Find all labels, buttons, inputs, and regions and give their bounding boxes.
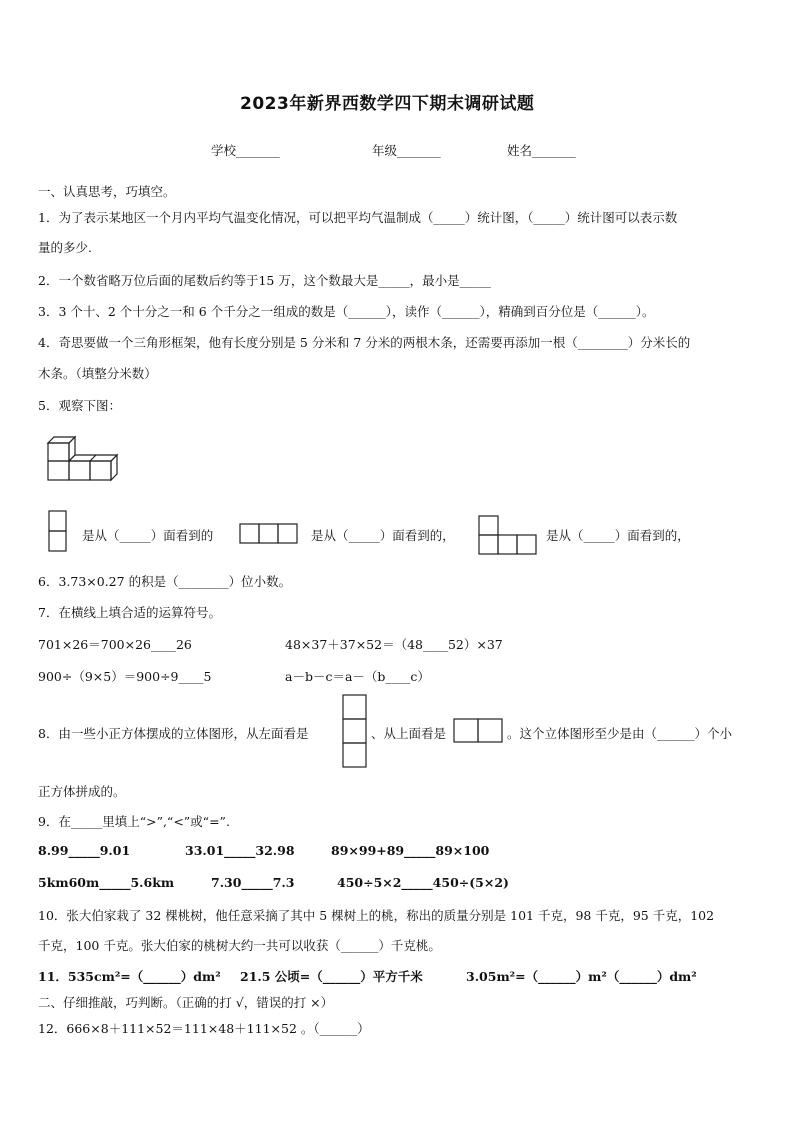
question-8-part1: 8．由一些小正方体摆成的立体图形，从左面看是 — [38, 726, 309, 741]
question-11c: 3.05m²=（______）m²（______）dm² — [466, 969, 697, 984]
q9-row2-item1: 5km60m_____5.6km — [38, 875, 175, 890]
question-5-prompt: 5．观察下图： — [38, 398, 121, 413]
bottom-row-side — [111, 455, 117, 480]
question-11a: 11．535cm²=（______）dm² — [38, 969, 221, 984]
q9-row2-item2: 7.30_____7.3 — [211, 875, 295, 890]
q9-row1-item1: 8.99_____9.01 — [38, 843, 131, 858]
view-2-text: 是从（_____）面看到的， — [311, 528, 455, 543]
section-1-heading: 一、认真思考，巧填空。 — [38, 184, 176, 199]
question-7c: 900÷（9×5）＝900÷9____5 — [38, 669, 212, 684]
question-10-line2: 千克，100 千克。张大伯家的桃树大约一共可以收获（______）千克桃。 — [38, 938, 441, 953]
page-title: 2023年新界西数学四下期末调研试题 — [240, 94, 535, 114]
view-2-figure — [240, 524, 302, 546]
question-6: 6．3.73×0.27 的积是（________）位小数。 — [38, 574, 292, 589]
q8-top-view-figure — [454, 719, 506, 745]
question-10-line1: 10．张大伯家栽了 32 棵桃树，他任意采摘了其中 5 棵树上的桃，称出的质量分别是 101 千克，98 千克，95 千克，102 — [38, 908, 715, 923]
view-3-text: 是从（_____）面看到的， — [546, 528, 690, 543]
view-1-figure — [49, 511, 69, 553]
name-field[interactable]: 姓名_______ — [507, 143, 576, 158]
question-8-part2: 、从上面看是 — [371, 726, 447, 741]
view-1-text: 是从（_____）面看到的 — [82, 528, 214, 543]
question-7-prompt: 7．在横线上填合适的运算符号。 — [38, 605, 221, 620]
q9-row1-item2: 33.01_____32.98 — [185, 843, 295, 858]
cube-bottom-2 — [69, 461, 90, 480]
question-12: 12．666×8＋111×52＝111×48＋111×52 。（______） — [38, 1021, 370, 1036]
question-7b: 48×37＋37×52＝（48____52）×37 — [285, 637, 503, 652]
q9-row2-item3: 450÷5×2_____450÷(5×2) — [337, 875, 509, 890]
question-11b: 21.5 公顷=（______）平方千米 — [240, 969, 423, 984]
cube-figure-3d — [48, 431, 128, 491]
question-3: 3．3 个十、2 个十分之一和 6 个千分之一组成的数是（______），读作（______），精确到百分位是（______）。 — [38, 304, 655, 319]
question-1-line2: 量的多少. — [38, 240, 92, 255]
question-8-part3: 。这个立体图形至少是由（______）个小 — [507, 726, 733, 741]
question-1-line1: 1．为了表示某地区一个月内平均气温变化情况，可以把平均气温制成（_____）统计图，（_____）统计图可以表示数 — [38, 210, 678, 225]
section-2-heading: 二、仔细推敲，巧判断。（正确的打 √，错误的打 ×） — [38, 995, 334, 1010]
q8-left-view-figure — [343, 695, 369, 769]
q9-row1-item3: 89×99+89_____89×100 — [331, 843, 490, 858]
question-2: 2．一个数省略万位后面的尾数后约等于15 万，这个数最大是_____，最小是_____ — [38, 273, 491, 288]
view-3-figure — [479, 516, 541, 558]
grade-field[interactable]: 年级_______ — [372, 143, 441, 158]
question-7a: 701×26＝700×26____26 — [38, 637, 192, 652]
school-field[interactable]: 学校_______ — [211, 143, 280, 158]
question-7d: a－b－c＝a－（b____c） — [285, 669, 430, 684]
cube-bottom-1 — [48, 461, 69, 480]
question-4-line1: 4．奇思要做一个三角形框架，他有长度分别是 5 分米和 7 分米的两根木条，还需要再添加一根（________）分米长的 — [38, 335, 691, 350]
question-9-prompt: 9．在_____里填上“>”,“<”或“=”. — [38, 814, 230, 829]
cube-top-face — [48, 437, 75, 443]
question-8-line2: 正方体拼成的。 — [38, 784, 126, 799]
cube-top-front — [48, 443, 69, 461]
question-4-line2: 木条。（填整分米数） — [38, 366, 157, 381]
cube-bottom-3 — [90, 461, 111, 480]
